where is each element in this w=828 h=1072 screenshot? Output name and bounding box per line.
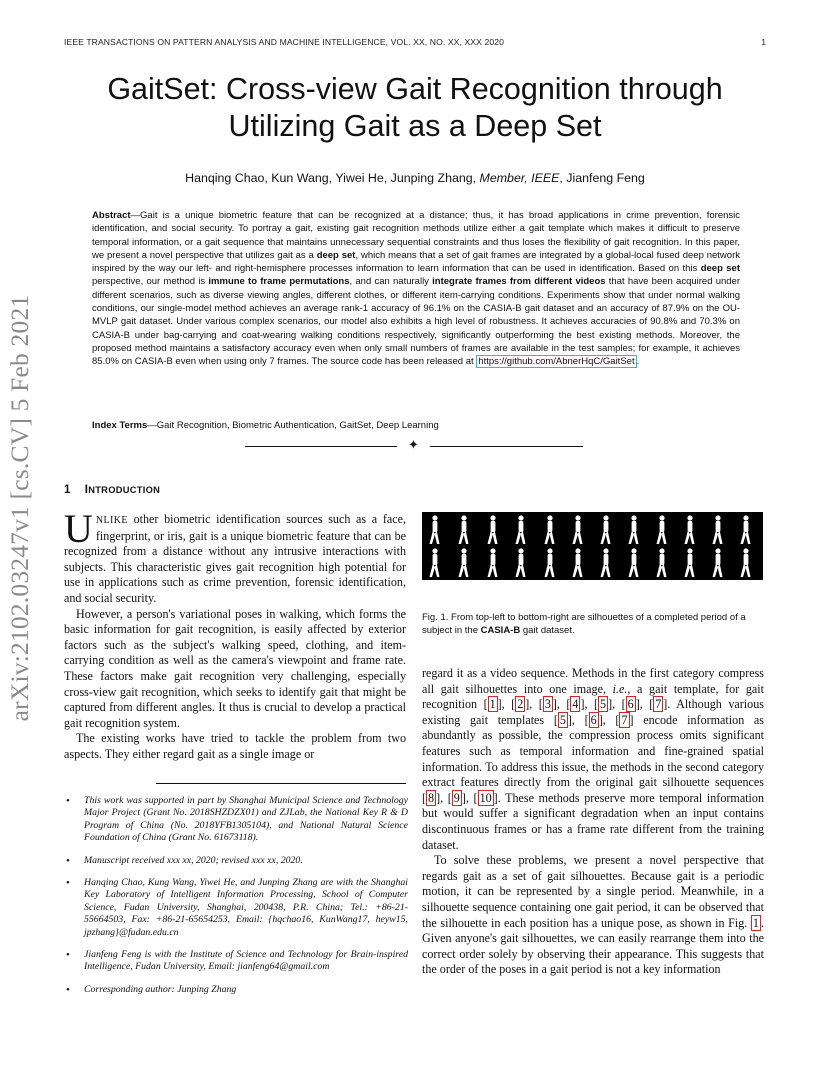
citation-link[interactable]: 6 [590, 712, 597, 727]
citation-link[interactable]: 7 [655, 697, 662, 712]
small-caps-word: NLIKE [95, 515, 128, 526]
section-heading [64, 484, 160, 496]
citation-link[interactable]: 2 [517, 697, 524, 712]
page-number: 1 [761, 37, 766, 47]
abstract-bold: deep set [700, 263, 741, 275]
paragraph-text: . Given anyone's gait silhouettes, we can easily rearrange them into the correct order solely by observing their appearance. This suggests that the order of the poses in a gait period is not a key information [422, 915, 764, 977]
index-terms-label: Index Terms [92, 420, 148, 431]
abstract-text: —Gait is a unique biometric feature that can be recognized at a distance; thus, it has broad applications in crime prevention, forensic identification, and social security. To portray a gait, existing gait recognition methods utilize either a gait template which makes it difficult to preserve temporal information, or a gait sequence that maintains unnecessary sequential constraints and thus loses the flexibility of gait recognition. In this paper, we present a novel perspective that utilizes gait as a [92, 210, 740, 261]
abstract [92, 209, 740, 369]
paragraph-text: other biometric identification sources such as a face, fingerprint, or iris, gait is a unique biometric feature that can be recognized from a distance without any intrusive interactions with subjects. This characteristic gives gait recognition high potential for use in applications such as crime prevention, forensic identification, and social security. [64, 512, 406, 605]
paper-title [70, 71, 760, 145]
divider-diamond-icon: ✦ [408, 438, 419, 453]
paragraph-text: encode information as abundantly as possible, the compression process omits significant features such as temporal information and fine-grained spatial information. To address this issue, the methods in the second category extract features directly from the original gait silhouette sequences [422, 712, 764, 790]
abstract-bold: immune to frame permutations [208, 276, 350, 288]
journal-header: IEEE TRANSACTIONS ON PATTERN ANALYSIS AND MACHINE INTELLIGENCE, VOL. XX, NO. XX, XXX 2020 [64, 37, 504, 47]
index-terms [92, 420, 740, 431]
author-list [100, 171, 730, 185]
footnote-rule [156, 783, 406, 784]
citation-link[interactable]: 4 [572, 697, 579, 712]
section-title-rest: NTRODUCTION [88, 485, 161, 495]
citation-link[interactable]: 6 [627, 697, 634, 712]
silhouette-grid [422, 512, 763, 580]
citation-link[interactable]: 7 [621, 712, 628, 727]
title-line-2: Utilizing Gait as a Deep Set [228, 109, 602, 143]
author-membership: Member, IEEE [479, 171, 560, 185]
footnote-item: • Jianfeng Feng is with the Institute of Science and Technology for Brain-inspired Intelligence, Fudan University, Email: jianfeng64@gmail.com [64, 949, 408, 974]
footnotes [64, 795, 408, 1006]
section-title-initial: I [84, 484, 89, 496]
paragraph-text: To solve these problems, we present a novel perspective that regards gait as a set of gait silhouettes. Because gait is a periodic motion, it can be represented by a single period. Meanwhile, in a silhouette sequence containing one gait period, it can be observed that the silhouette in each position has a unique pose, as shown in Fig. [422, 853, 764, 930]
citation-link[interactable]: 9 [453, 790, 460, 805]
abstract-label: Abstract [92, 210, 131, 221]
figure-caption [422, 612, 764, 637]
silhouette-row-1 [430, 515, 751, 544]
author-names: Hanqing Chao, Kun Wang, Yiwei He, Junping Zhang, [185, 171, 480, 185]
intro-paragraph [64, 506, 406, 607]
abstract-text: , which means that a set of gait frames are integrated by a global-local fused deep network inspired by the way our left- and right-hemisphere processes information to learn information that can be used in identification. Based on this [92, 249, 740, 275]
section-divider-right [430, 446, 583, 447]
section-divider-left [245, 446, 397, 447]
citation-link[interactable]: 8 [428, 790, 435, 805]
intro-paragraph: However, a person's variational poses in walking, which forms the basic information for gait recognition, is easily affected by exterior factors such as the subject's walking speed, clothing, and item-carrying condition as well as the camera's viewpoint and frame rate. These factors make gait recognition very challenging, especially cross-view gait recognition, which seeks to identify gait that might be captured from different angles. It thus is crucial to develop a practical gait recognition system. [64, 606, 406, 730]
arxiv-stamp-text: arXiv:2102.03247v1 [cs.CV] 5 Feb 2021 [5, 294, 34, 722]
silhouette-row-2 [430, 548, 751, 577]
paragraph-text: . These methods preserve more temporal information but would suffer a significant degradation when an input contains discontinuous frames or has a frame rate different from the training dataset. [422, 790, 764, 852]
abstract-text: that have been acquired under different scenarios, such as diverse viewing angles, different clothes, or different item-carrying conditions. Experiments show that under normal walking conditions, our single-model method achieves an average rank-1 accuracy of 96.1% on the CASIA-B gait dataset and an accuracy of 87.9% on the OU-MVLP gait dataset. Under various complex scenarios, our model also exhibits a high level of robustness. It achieves accuracies of 90.8% and 70.3% on CASIA-B under bag-carrying and coat-wearing walking conditions respectively, significantly outperforming the best existing methods. Moreover, the proposed method maintains a satisfactory accuracy even when only small numbers of frames are available in the test samples; for example, it achieves 85.0% on CASIA-B even when using only 7 frames. The source code has been released at [92, 276, 740, 368]
source-code-link[interactable]: https://github.com/AbnerHqC/GaitSet [478, 356, 635, 368]
citation-link[interactable]: 5 [559, 712, 566, 727]
dataset-name: CASIA-B [480, 624, 521, 636]
section-number: 1 [64, 484, 71, 496]
paragraph-italic: i.e. [612, 681, 628, 696]
footnote-item: • Manuscript received xxx xx, 2020; revised xxx xx, 2020. [64, 855, 408, 867]
body-paragraph [422, 853, 764, 978]
abstract-text: , and can naturally [349, 276, 433, 288]
abstract-bold: integrate frames from different videos [432, 276, 606, 288]
right-column [422, 666, 764, 978]
caption-text: gait dataset. [520, 624, 575, 636]
footnote-item: • Corresponding author: Junping Zhang [64, 984, 408, 996]
drop-cap: U [64, 506, 93, 551]
index-terms-text: —Gait Recognition, Biometric Authentication, GaitSet, Deep Learning [147, 420, 439, 431]
citation-link[interactable]: 5 [600, 697, 607, 712]
author-last: , Jianfeng Feng [559, 171, 645, 185]
left-column [64, 506, 406, 763]
footnote-item: • Hanqing Chao, Kung Wang, Yiwei He, and Junping Zhang are with the Shanghai Key Laboratory of Intelligent Information Processing, School of Computer Science, Fudan University, Shanghai, 200438, P.R. China; Tel.: +86-21-55664503, Fax: +86-21-65654253, Email: {hqchao16, KunWang17, heyw15, jpzhang}@fudan.edu.cn [64, 877, 408, 939]
paragraph-text: . Although various existing gait templates [422, 697, 764, 727]
figure-link[interactable]: 1 [752, 915, 759, 930]
intro-paragraph: The existing works have tried to tackle the problem from two aspects. They either regard gait as a single image or [64, 731, 406, 761]
abstract-text: . [636, 356, 640, 368]
paragraph-text: , a gait template, for gait recognition [422, 681, 764, 712]
abstract-bold: deep set [316, 249, 356, 261]
title-line-1: GaitSet: Cross-view Gait Recognition through [107, 72, 723, 106]
arxiv-stamp [0, 294, 40, 722]
citation-link[interactable]: 10 [479, 790, 492, 805]
footnote-item: • This work was supported in part by Shanghai Municipal Science and Technology Major Project (Grant No. 2018SHZDZX01) and ZJLab, the National Key R & D Program of China (No. 2018YFB1305104), and National Natural Science Foundation of China (Grant No. 61673118). [64, 795, 408, 845]
paragraph-text: regard it as a video sequence. Methods in the first category compress all gait silhouettes into one image, [422, 666, 764, 696]
citation-link[interactable]: 3 [544, 697, 551, 712]
citation-link[interactable]: 1 [489, 697, 496, 712]
caption-text: Fig. 1. From top-left to bottom-right are silhouettes of a completed period of a subject in the [422, 612, 746, 636]
abstract-text: perspective, our method is [92, 276, 209, 288]
body-paragraph: regard it as a video sequence. Methods in the first category compress all gait silhouettes into one image, i.e., a gait template, for gait recognition [ 1 ], [ 2 ], [ 3 ], [ 4 ], [ 5 ], [ 6 ], [ 7 ]. Although various existing gait templates [ 5 ], [ 6 ], [ 7 ] encode information as abundantly as possible, the compression process omits significant features such as temporal information and fine-grained spatial information. To address this issue, the methods in the second category extract features directly from the original gait silhouette sequences [ 8 ], [ 9 ], [ 10 ]. These methods preserve more temporal information but would suffer a significant degradation when an input contains discontinuous frames or has a frame rate different from the training dataset. [422, 666, 764, 852]
silhouette-figure [422, 512, 763, 580]
